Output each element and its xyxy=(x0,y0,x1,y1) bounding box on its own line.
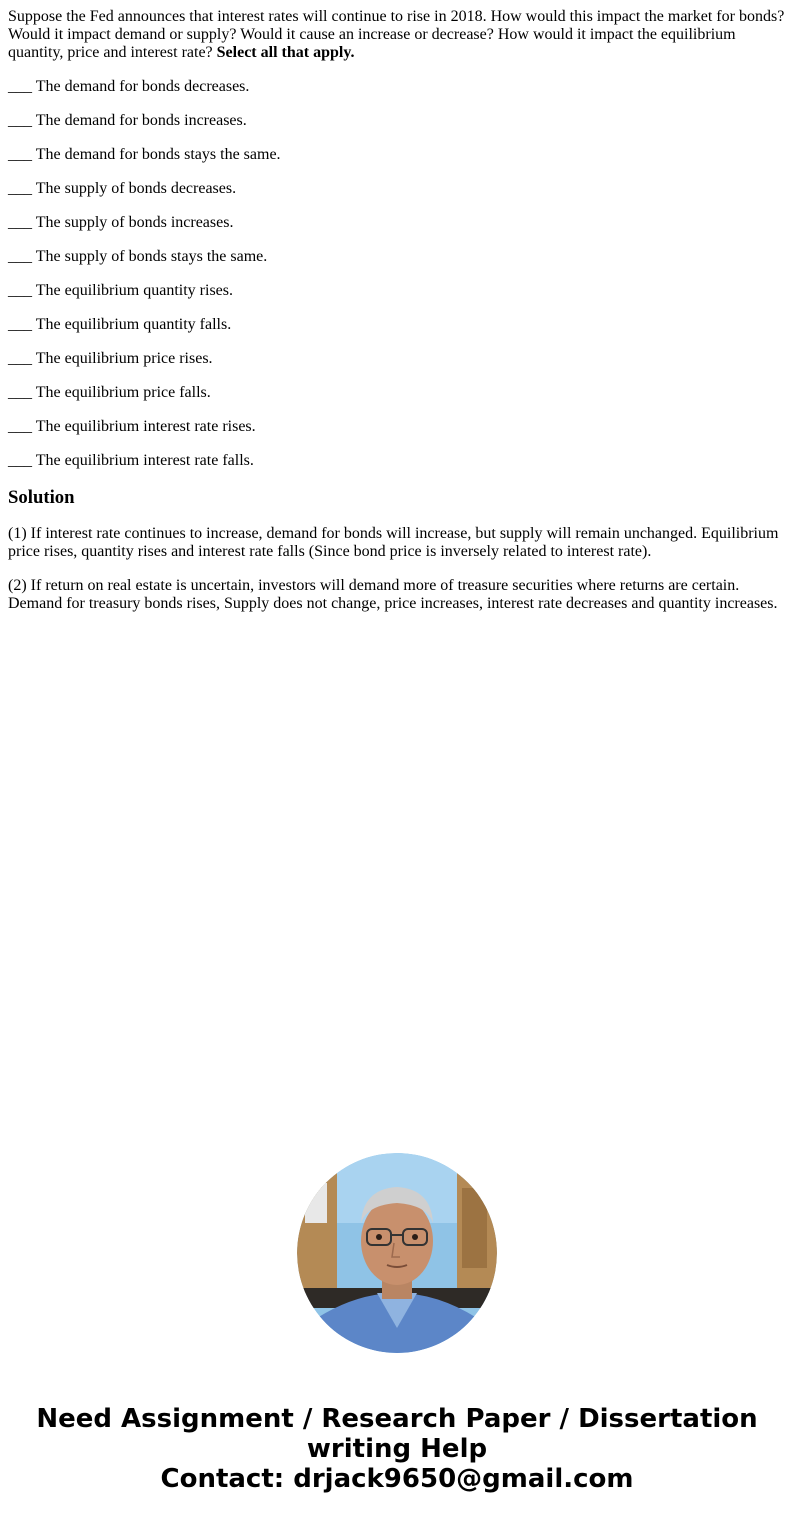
option-item: ___ The demand for bonds decreases. xyxy=(8,78,250,95)
option-item: ___ The equilibrium interest rate rises. xyxy=(8,418,256,435)
contact-banner xyxy=(0,1404,794,1494)
solution-paragraph: (2) If return on real estate is uncertain, investors will demand more of treasure securities where returns are certain. Demand for treasury bonds rises, Supply does not change, price increases, interest rate decreases and quantity increases. xyxy=(8,577,778,612)
question-text: Suppose the Fed announces that interest rates will continue to rise in 2018. How would this impact the market for bonds? Would it impact demand or supply? Would it cause an increase or decrease? How would it impact the equilibrium quantity, price and interest rate? xyxy=(8,8,785,61)
options-list xyxy=(8,78,788,470)
author-photo xyxy=(297,1153,497,1353)
option-item: ___ The supply of bonds stays the same. xyxy=(8,248,268,265)
banner-line: writing Help xyxy=(306,1434,488,1464)
document-body xyxy=(8,8,788,613)
banner-line: Need Assignment / Research Paper / Dissertation xyxy=(36,1404,758,1434)
option-item: ___ The demand for bonds stays the same. xyxy=(8,146,281,163)
author-avatar xyxy=(297,1153,497,1353)
option-item: ___ The equilibrium price falls. xyxy=(8,384,211,401)
option-item: ___ The equilibrium interest rate falls. xyxy=(8,452,254,469)
question-paragraph xyxy=(8,8,788,62)
option-item: ___ The equilibrium quantity rises. xyxy=(8,282,234,299)
contact-line: Contact: drjack9650@gmail.com xyxy=(160,1464,634,1494)
option-item: ___ The equilibrium quantity falls. xyxy=(8,316,232,333)
option-item: ___ The equilibrium price rises. xyxy=(8,350,213,367)
option-item: ___ The demand for bonds increases. xyxy=(8,112,247,129)
option-item: ___ The supply of bonds increases. xyxy=(8,214,234,231)
option-item: ___ The supply of bonds decreases. xyxy=(8,180,237,197)
solution-paragraph: (1) If interest rate continues to increase, demand for bonds will increase, but supply will remain unchanged. Equilibrium price rises, quantity rises and interest rate falls (Since bond price is inversely related to interest rate). xyxy=(8,525,779,560)
question-instruction: Select all that apply. xyxy=(216,44,355,61)
solution-heading: Solution xyxy=(8,487,75,508)
